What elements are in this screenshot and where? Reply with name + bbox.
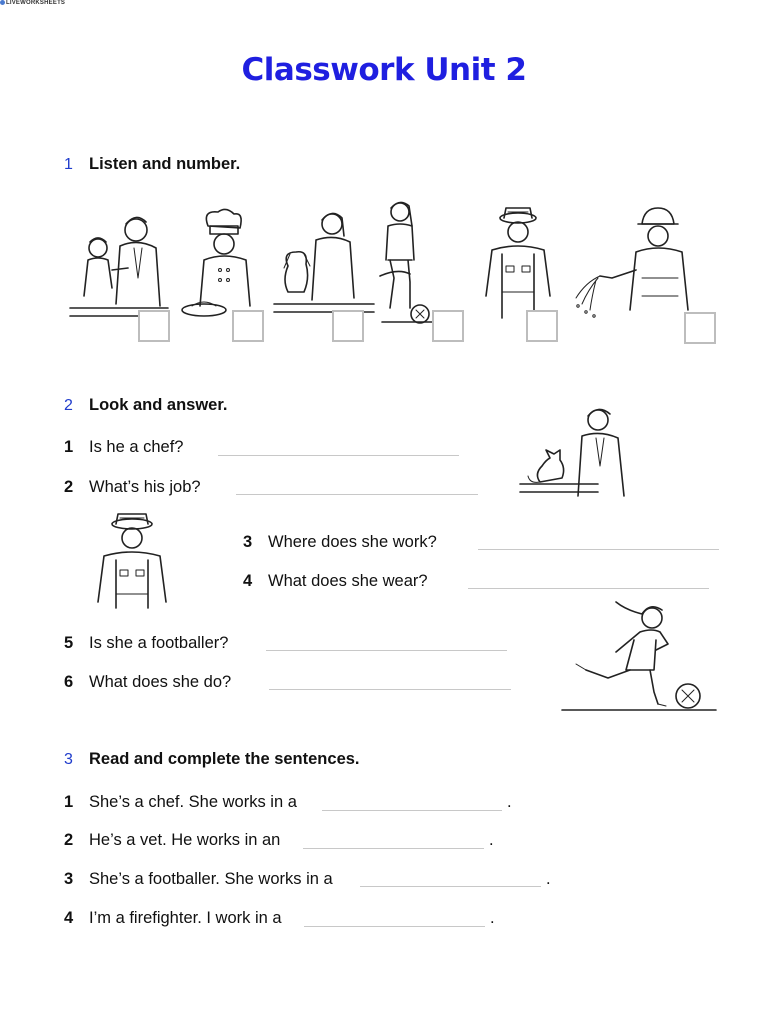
- answer-line-4[interactable]: [468, 588, 709, 589]
- brand-dot-icon: [0, 0, 5, 5]
- sentence-3-number: 3: [64, 870, 74, 888]
- footballer-icon: [376, 198, 446, 328]
- question-6-number: 6: [64, 673, 74, 691]
- sentence-2-end: .: [489, 831, 494, 849]
- sentence-1-text: She’s a chef. She works in a: [89, 793, 297, 811]
- section-3-number: 3: [64, 751, 73, 768]
- sentence-3-blank[interactable]: [360, 886, 541, 887]
- question-3-number: 3: [243, 533, 253, 551]
- answer-line-5[interactable]: [266, 650, 507, 651]
- answer-line-3[interactable]: [478, 549, 719, 550]
- question-5-text: Is she a footballer?: [89, 634, 229, 652]
- page-title: Classwork Unit 2: [241, 52, 527, 88]
- sentence-2-text: He’s a vet. He works in an: [89, 831, 281, 849]
- question-6-text: What does she do?: [89, 673, 232, 691]
- brand-logo: LIVEWORKSHEETS: [0, 0, 65, 6]
- question-1-number: 1: [64, 438, 74, 456]
- answer-box-5[interactable]: [526, 310, 558, 342]
- sentence-1-blank[interactable]: [322, 810, 502, 811]
- answer-box-3[interactable]: [332, 310, 364, 342]
- sentence-2-blank[interactable]: [303, 848, 484, 849]
- sentence-4-text: I’m a firefighter. I work in a: [89, 909, 282, 927]
- question-5-number: 5: [64, 634, 74, 652]
- vet-with-cat-icon: [520, 404, 632, 500]
- question-4-text: What does she wear?: [268, 572, 428, 590]
- sentence-4-number: 4: [64, 909, 74, 927]
- sentence-4-blank[interactable]: [304, 926, 485, 927]
- question-2-number: 2: [64, 478, 74, 496]
- sentence-3-text: She’s a footballer. She works in a: [89, 870, 333, 888]
- sentence-4-end: .: [490, 909, 495, 927]
- section-3-heading: Read and complete the sentences.: [89, 750, 360, 768]
- question-2-text: What’s his job?: [89, 478, 201, 496]
- picture-strip: [64, 194, 719, 350]
- section-1-number: 1: [64, 156, 73, 173]
- answer-box-6[interactable]: [684, 312, 716, 344]
- sentence-1-end: .: [507, 793, 512, 811]
- answer-box-2[interactable]: [232, 310, 264, 342]
- footballer-running-icon: [556, 600, 720, 716]
- police-officer-portrait-icon: [92, 512, 170, 610]
- sentence-3-end: .: [546, 870, 551, 888]
- answer-line-2[interactable]: [236, 494, 478, 495]
- answer-box-4[interactable]: [432, 310, 464, 342]
- question-1-text: Is he a chef?: [89, 438, 184, 456]
- sentence-2-number: 2: [64, 831, 74, 849]
- answer-line-6[interactable]: [269, 689, 511, 690]
- section-2-heading: Look and answer.: [89, 396, 228, 414]
- chef-icon: [182, 206, 262, 326]
- question-3-text: Where does she work?: [268, 533, 437, 551]
- section-1-heading: Listen and number.: [89, 155, 241, 173]
- question-4-number: 4: [243, 572, 253, 590]
- answer-box-1[interactable]: [138, 310, 170, 342]
- sentence-1-number: 1: [64, 793, 74, 811]
- answer-line-1[interactable]: [218, 455, 459, 456]
- section-2-number: 2: [64, 397, 73, 414]
